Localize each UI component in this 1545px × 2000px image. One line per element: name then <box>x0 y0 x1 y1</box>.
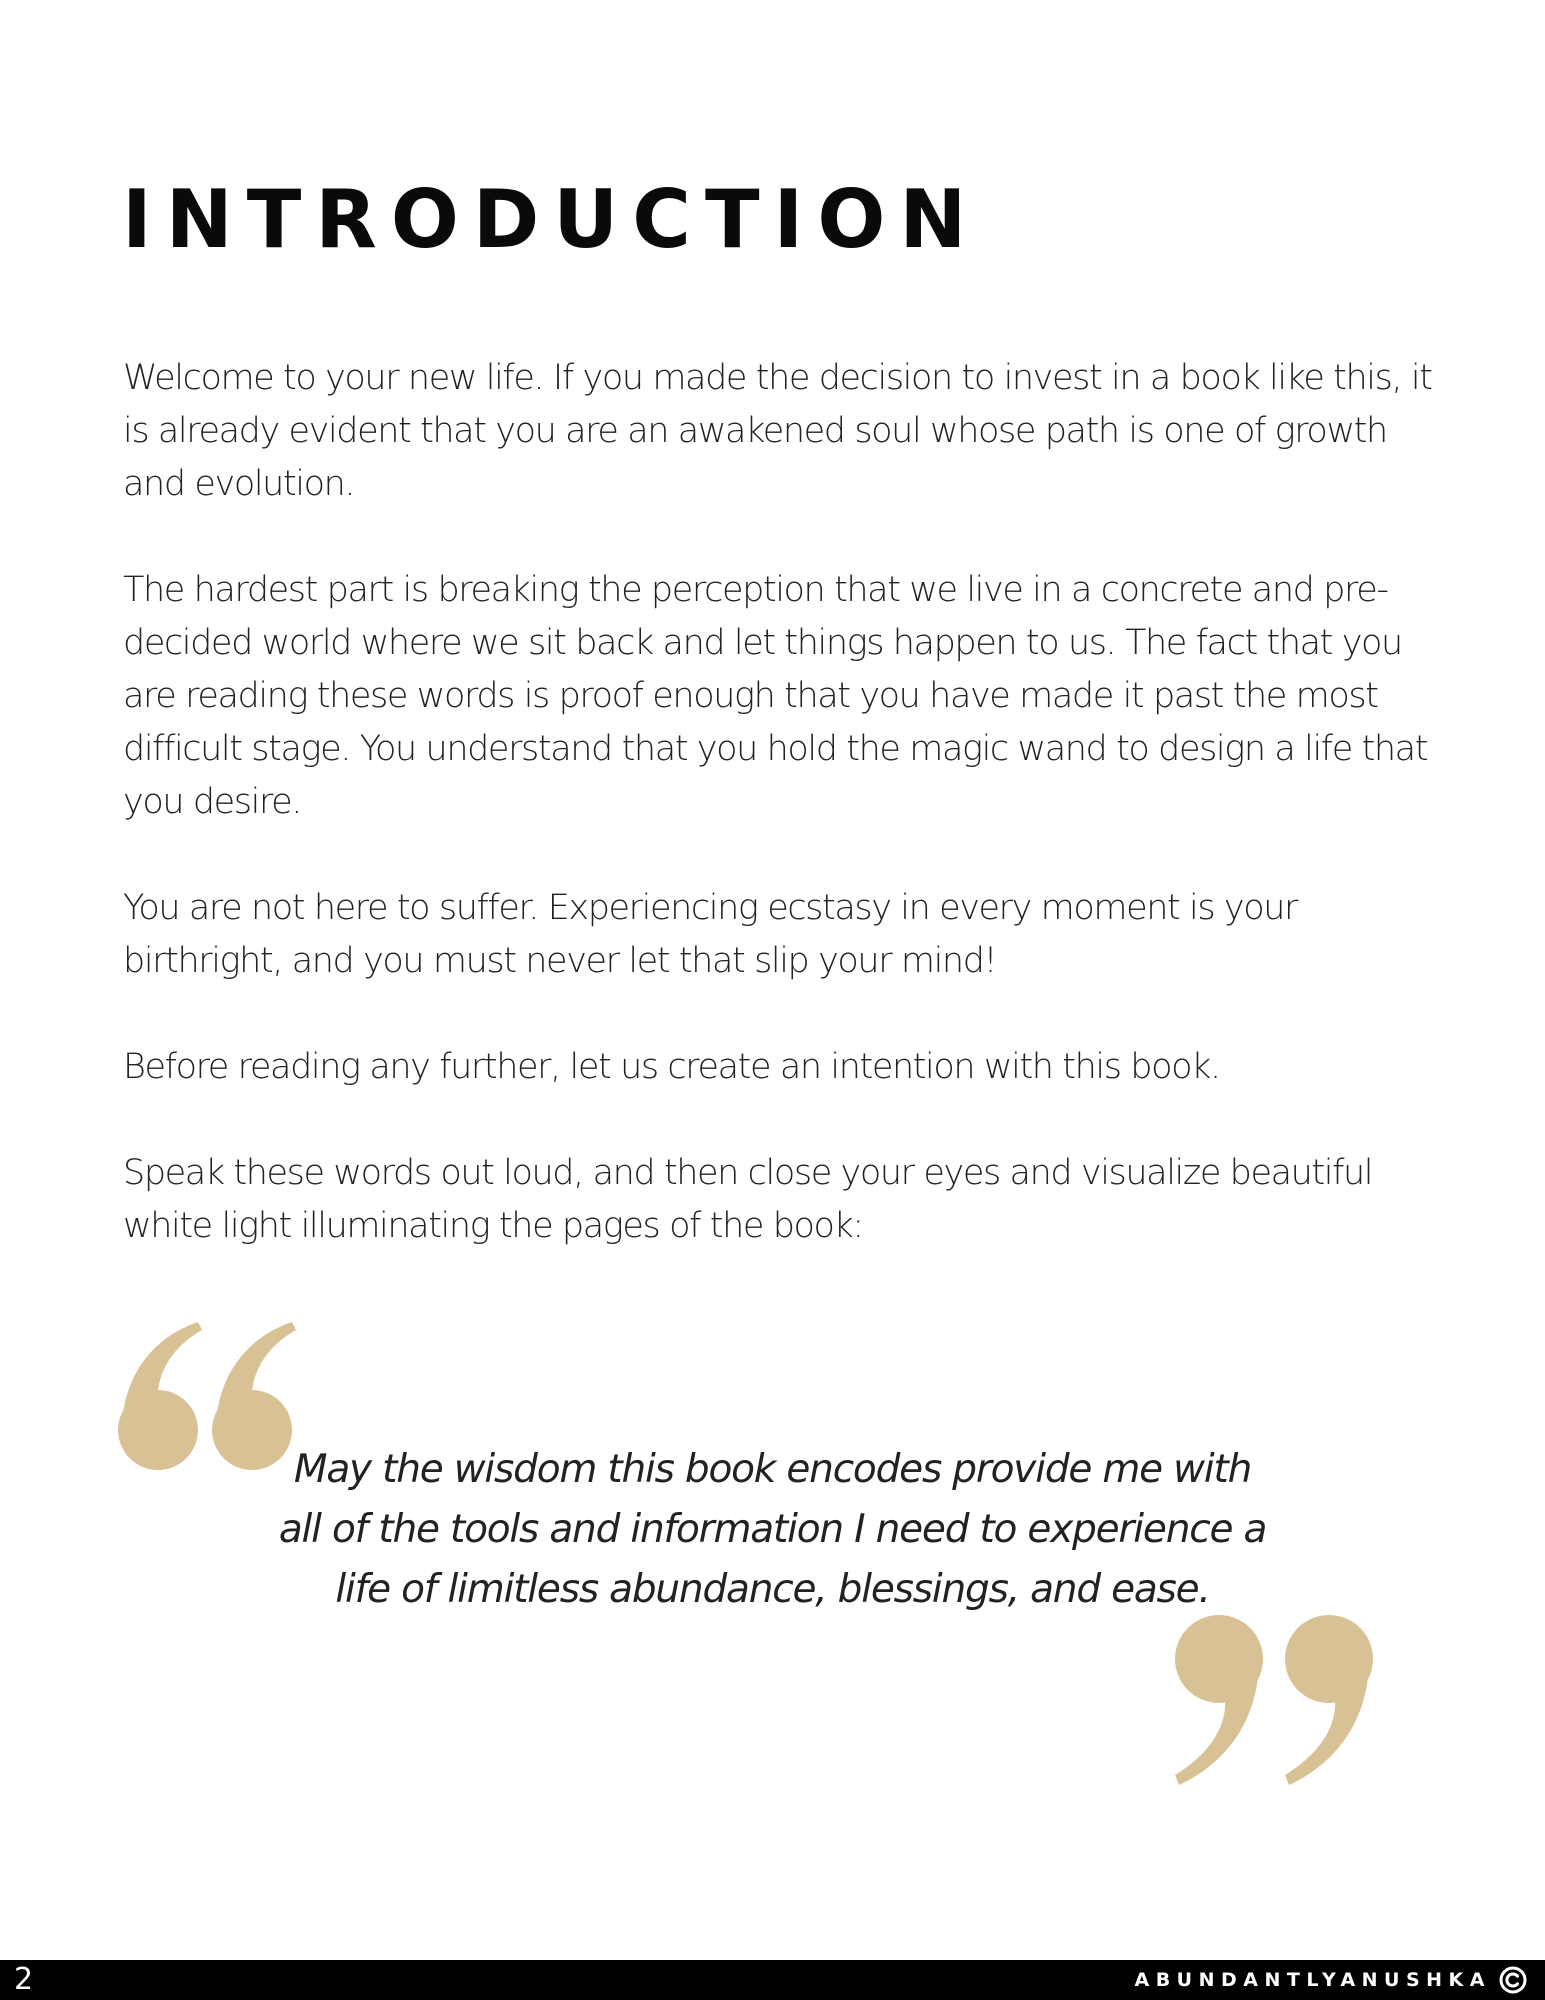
brand-name: ABUNDANTLYANUSHKA <box>1134 1969 1491 1991</box>
intro-body <box>123 352 1433 1306</box>
intention-quote-text: May the wisdom this book encodes provide me with all of the tools and information I need to experience a life of limitless abundance, blessings, and ease. <box>278 1447 1267 1612</box>
intro-paragraph: Welcome to your new life. If you made the decision to invest in a book like this, it is already evident that you are an awakened soul whose path is one of growth and evolution. <box>123 358 1432 504</box>
page-title: INTRODUCTION <box>122 173 981 266</box>
intro-paragraph: Before reading any further, let us create an intention with this book. <box>123 1047 1220 1087</box>
footer-brand <box>1135 1965 1528 1995</box>
intention-quote-block <box>0 1310 1545 1790</box>
copyright-icon <box>1499 1966 1527 1994</box>
intro-paragraph: The hardest part is breaking the perception that we live in a concrete and pre-decided world where we sit back and let things happen to us. The fact that you are reading these words is proof enough that you have made it past the most difficult stage. You understand that you hold the magic wand to design a life that you desire. <box>123 570 1428 822</box>
intro-paragraph: You are not here to suffer. Experiencing ecstasy in every moment is your birthright, and you must never let that slip your mind! <box>123 888 1298 981</box>
close-quote-icon <box>1175 1615 1393 1785</box>
page-number: 2 <box>14 1962 34 1997</box>
page-footer <box>0 1960 1545 2000</box>
intro-paragraph: Speak these words out loud, and then close your eyes and visualize beautiful white light illuminating the pages of the book: <box>123 1153 1373 1246</box>
